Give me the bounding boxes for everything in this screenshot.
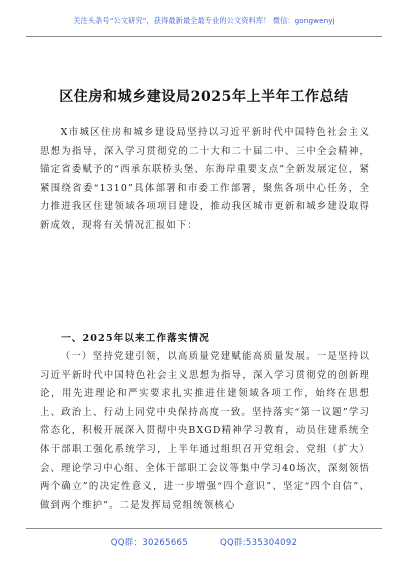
intro-paragraph: X市城区住房和城乡建设局坚持以习近平新时代中国特色社会主义思想为指导，深入学习贯彻党的二十大和二十届二中、三中全会精神，锚定省委赋予的“西承东联桥头堡、东海岸重要支点”全新发展定位，紧紧围绕省委“1310”具体部署和市委工作部署，聚焦各项中心任务，全力推进我区住建领域各项项目建设，推动我区城市更新和城乡建设取得新成效，现将有关情况汇报如下：	[40, 127, 370, 231]
section-heading: 一、2025年以来工作落实情况	[61, 333, 210, 344]
footer-divider	[26, 528, 382, 529]
document-title: 区住房和城乡建设局2025年上半年工作总结	[59, 89, 349, 105]
section-paragraph-block	[40, 348, 370, 515]
header-promo-text: 关注头条号“公文研究”，获得最新最全最专业的公文资料库！ 微信：gongwenyj	[73, 16, 335, 25]
header-divider	[26, 36, 382, 37]
intro-paragraph-block	[40, 124, 370, 236]
footer-qq-group-1: QQ群：30265665	[110, 538, 188, 548]
footer-contacts	[0, 536, 408, 548]
section-paragraph: （一）坚持党建引领，以高质量党建赋能高质量发展。一是坚持以习近平新时代中国特色社会主义思想为指导，深入学习贯彻党的创新理论，用先进理论和严实要求扎实推进住建领域各项工作，始终在思想上、政治上、行动上同党中央保持高度一致。坚持落实“第一议题”学习常态化，积极开展深入贯彻中央BXGD精神学习教育，动员住建系统全体干部职工强化系统学习，上半年通过组织召开党组会、党组（扩大）会、理论学习中心组、全体干部职工会议等集中学习40场次，深刻领悟两个确立”的决定性意义，进一步增强“四个意识”、坚定“四个自信”、做到两个维护”。二是发挥局党组统领核心	[40, 351, 370, 511]
footer-qq-group-2: QQ群:535304092	[219, 538, 298, 548]
